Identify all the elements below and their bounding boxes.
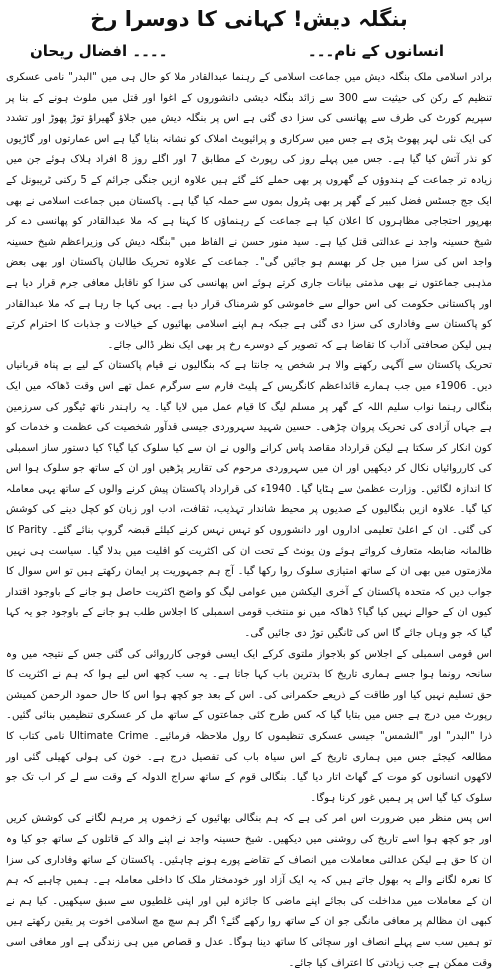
author-name: ۔۔۔۔ افضال ریحان — [30, 42, 168, 60]
article-paragraph: برادر اسلامی ملک بنگلہ دیش میں جماعت اسلامی کے رہنما عبدالقادر ملا کو حال ہی میں "البدر" نامی عسکری تنظیم کے رکن کی حیثیت سے 300 سے زائد بنگلہ دیشی دانشوروں کے اغوا اور قتل میں ملوث ہونے کے بنا پر سپریم کورٹ کی طرف سے پھانسی کی سزا دی گئی ہے اس پر بنگلہ دیش میں جلاؤ گھیراؤ توڑ پھوڑ اور تشدد کی ایک نئی لہر پھوٹ پڑی ہے جس میں سرکاری و پرائیویٹ املاک کو نشانہ بنایا گیا ہے اس عمارتوں اور گاڑیوں کو نذر آتش کیا گیا ہے۔ جس میں پہلے روز کی رپورٹ کے مطابق 7 اور اگلے روز 8 افراد ہلاک ہوئے جن میں زیادہ تر جماعت کے ہندوؤں کے گھروں پر بھی حملے کئے گئے ہیں علاوہ ازیں جنگی جرائم کے 5 رکنی ٹریبونل کے ایک جج جسٹس فضل کبیر کے گھر پر بھی پٹرول بموں سے حملہ کیا گیا ہے۔ پاکستان میں جماعت اسلامی نے بھی بھرپور احتجاجی مظاہروں کا اعلان کیا ہے جماعت کے رہنماؤں کا کہنا ہے کہ ملا عبدالقادر کو پھانسی دے کر شیخ حسینہ واجد نے عدالتی قتل کیا ہے۔ سید منور حسن نے الفاظ میں "بنگلہ دیش کی وزیراعظم شیخ حسینہ واجد اس کی سزا میں جل کر بھسم ہو جائیں گی"۔ جماعت کے علاوہ تحریک طالبان پاکستان اور بھی بعض مذہبی جماعتوں نے بھی مذمتی بیانات جاری کرتے ہوئے اس پھانسی کی سزا کو ناقابل معافی جرم قرار دیا ہے اور پاکستانی حکومت کی اس حوالے سے خاموشی کو شرمناک قرار دیا ہے۔ یہی کہا جا رہا ہے کہ ملا عبدالقادر کو پاکستان سے وفاداری کی سزا دی گئی ہے جبکہ ہم اپنے اسلامی بھائیوں کے خیالات و جذبات کا احترام کرتے ہیں لیکن صحافتی آداب کا تقاضا ہے کہ تصویر کے دوسرے رخ پر بھی ایک نظر ڈالی جائے۔ — [6, 72, 492, 351]
article-headline: بنگلہ دیش! کہانی کا دوسرا رخ — [90, 7, 408, 31]
article-paragraph: اس قومی اسمبلی کے اجلاس کو بلاجواز ملتوی کرکے ایک ایسی فوجی کارروائی کی گئی جس کے نتیجہ میں وہ سانحہ رونما ہوا جسے ہماری تاریخ کا بدترین باب کہا جاتا ہے۔ یہ سب کچھ اس لیے ہوا کہ ہم نے اکثریت کا حق تسلیم نہیں کیا اور طاقت کے ذریعے حکمرانی کی۔ اس کے بعد جو کچھ ہوا اس کا حال حمود الرحمن کمیشن رپورٹ میں درج ہے جس میں بتایا گیا کہ کس طرح کئی جماعتوں کے ساتھ مل کر عسکری تنظیمیں بنائی گئیں۔ ذرا "البدر" اور "الشمس" جیسی عسکری تنظیموں کا رول ملاحظہ فرمائیے۔ Ultimate Crime نامی کتاب کا مطالعہ کیجئے جس میں ہماری تاریخ کے اس سیاہ باب کی تفصیل درج ہے۔ خون کی ہولی کھیلی گئی اور لاکھوں انسانوں کو موت کے گھاٹ اتار دیا گیا۔ بنگالی قوم کے ساتھ سراج الدولہ کے وقت سے لے کر اب تک جو سلوک کیا گیا اس پر ہمیں غور کرنا ہوگا۔ — [6, 648, 492, 804]
article-paragraph: تحریک پاکستان سے آگہی رکھنے والا ہر شخص یہ جانتا ہے کہ بنگالیوں نے قیام پاکستان کے لیے بے پناہ قربانیاں دیں۔ 1906ء میں جب ہمارے قائداعظم کانگریس کے پلیٹ فارم سے سرگرم عمل تھے اس وقت ڈھاکہ میں ایک بنگالی رہنما نواب سلیم اللہ کے گھر پر مسلم لیگ کا قیام عمل میں لایا گیا۔ یہ راہندر ناتھ ٹیگور کی سرزمین ہے جہاں آزادی کی تحریک پروان چڑھی۔ حسین شہید سہروردی جیسی قدآور شخصیت کی عظمت و خدمات کو کون انکار کر سکتا ہے لیکن قرارداد مقاصد پاس کرانے والوں نے ان سے کیا سلوک کیا گیا؟ کیا دستور ساز اسمبلی کی کارروائیاں نکال کر دیکھیں اور ان میں سہروردی مرحوم کی تقاریر پڑھیں اور ان کے ساتھ جو سلوک ہوا اس کا اندازہ لگائیں۔ وزارت عظمیٰ سے ہٹایا گیا۔ 1940ء کی قرارداد پاکستان پیش کرنے والوں کے ساتھ یہی معاملہ کیا گیا۔ علاوہ ازیں بنگالیوں کے صدیوں پر محیط شاندار تہذیب، ثقافت، ادب اور زبان کو کچل دینے کی کوشش کی گئی۔ ان کے اعلیٰ تعلیمی اداروں اور دانشوروں کو تہس نہس کرنے کیلئے قبضہ گروپ بنائے گئے۔ Parity کا ظالمانہ ضابطہ متعارف کرواتے ہوئے ون یونٹ کے تحت ان کی اکثریت کو اقلیت میں بدلا گیا۔ سیاست ہی نہیں ملازمتوں میں بھی ان کے ساتھ امتیازی سلوک روا رکھا گیا۔ آج ہم جمہوریت پر ایمان رکھتے ہیں تو اس سوال کا جواب دیں کہ متحدہ پاکستان کے آخری الیکشن میں عوامی لیگ کو واضح اکثریت حاصل ہو جانے کے باوجود اقتدار کیوں ان کے حوالے نہیں کیا گیا؟ ڈھاکہ میں نو منتخب قومی اسمبلی کا اجلاس طلب ہو جانے کے باوجود جو یہ کہا گیا کہ جو وہاں جائے گا اس کی ٹانگیں توڑ دی جائیں گی۔ — [6, 360, 492, 640]
byline-row — [6, 34, 492, 68]
column-series-title: انسانوں کے نام۔۔۔ — [307, 42, 444, 60]
article-paragraph: اس پس منظر میں ضرورت اس امر کی ہے کہ ہم بنگالی بھائیوں کے زخموں پر مرہم لگانے کی کوشش کریں اور جو کچھ ہوا اسے تاریخ کی روشنی میں دیکھیں۔ شیخ حسینہ واجد نے اپنے والد کے قاتلوں کے ساتھ جو کیا وہ ان کا حق ہے لیکن عدالتی معاملات میں انصاف کے تقاضے پورے ہونے چاہئیں۔ پاکستان کے ساتھ وفاداری کی سزا کا نعرہ لگانے والے یہ بھول جاتے ہیں کہ یہ ایک آزاد اور خودمختار ملک کا داخلی معاملہ ہے۔ ہمیں چاہیے کہ ہم ان کے معاملات میں مداخلت کی بجائے اپنے ماضی کا جائزہ لیں اور اپنی غلطیوں سے سبق سیکھیں۔ کیا ہم نے کبھی ان مظالم پر معافی مانگی جو ان کے ساتھ روا رکھے گئے؟ اگر ہم سچ مچ اسلامی اخوت پر یقین رکھتے ہیں تو ہمیں سب سے پہلے انصاف اور سچائی کا ساتھ دینا ہوگا۔ عدل و قصاص میں ہی زندگی ہے اور معافی اسی وقت ممکن ہے جب زیادتی کا اعتراف کیا جائے۔ — [6, 813, 492, 969]
article-body — [6, 68, 492, 974]
